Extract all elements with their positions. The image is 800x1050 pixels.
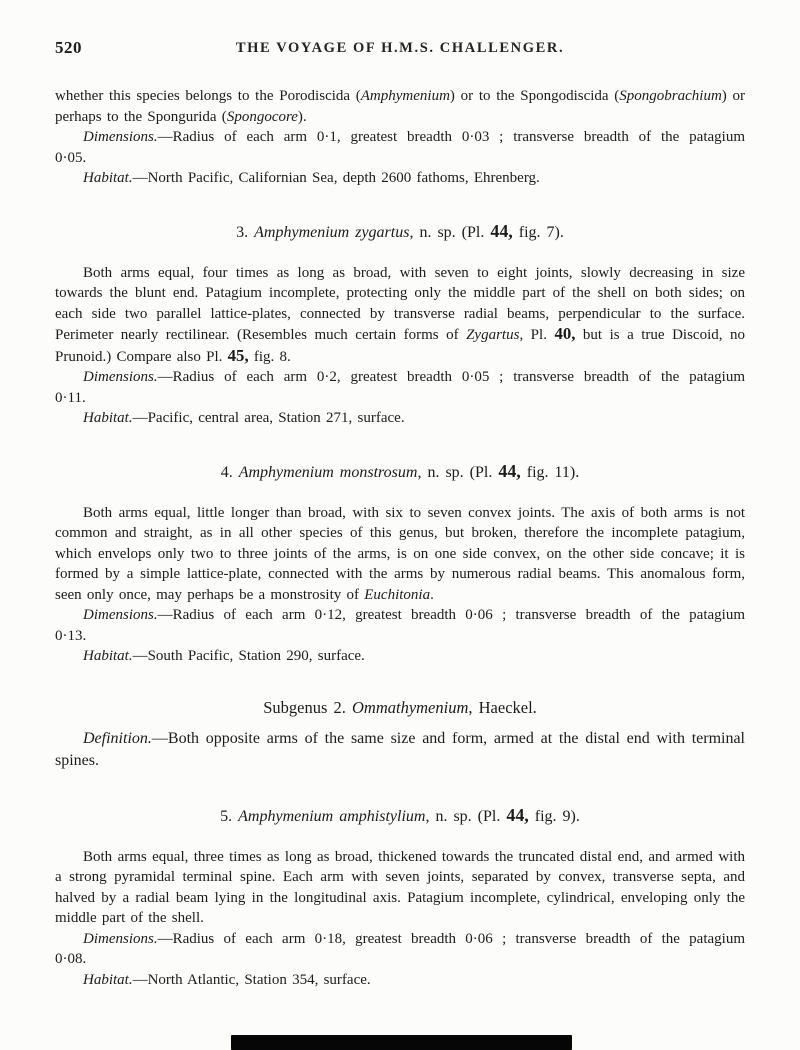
description-paragraph [55,263,745,368]
text-segment: Dimensions. [83,930,158,947]
text-segment: Amphymenium [360,88,450,104]
text-segment: but is a true Discoid, no Prunoid.) Compare also Pl. [55,327,745,365]
text-segment: Both arms equal, little longer than broad, with six to seven convex joints. The axis of both arms is not common and straight, as in all other species of this genus, but broken, therefore the incomplete patagium, which envelops only two to three joints of the arms, is on one side convex, on the other side concave; it is formed by a simple lattice-plate, connected with the arms by numerous radial beams. This anomalous form, seen only once, may perhaps be a monstrosity of [55,504,745,603]
text-segment: Spongobrachium [619,88,722,104]
text-segment: —Pacific, central area, Station 271, surface. [132,410,405,426]
text-segment: ) or to the Spongodiscida ( [449,88,620,104]
dimensions-paragraph [55,367,745,408]
text-segment: fig. 9). [528,807,580,825]
text-segment: Both arms equal, three times as long as broad, thickened towards the truncated distal end, and armed with a strong pyramidal terminal spine. Each arm with seven joints, separated by convex, transverse septa, and halved by a radial beam lying in the longitudinal axis. Patagium incomplete, cylindrical, enveloping only the middle part of the shell. [55,848,745,926]
subgenus-heading [55,697,745,718]
text-segment: —Radius of each arm 0·12, greatest breadth 0·06 ; transverse breadth of the patagium 0·13. [55,607,745,644]
text-segment: —North Pacific, Californian Sea, depth 2600 fathoms, Ehrenberg. [132,170,540,186]
text-segment: Habitat. [83,971,133,988]
description-paragraph [55,503,745,606]
text-segment: ). [297,108,307,125]
text-segment: fig. 7). [512,223,564,241]
text-segment: ) or perhaps to the Spongurida ( [55,88,745,125]
text-segment: Habitat. [83,170,133,186]
definition-paragraph [55,728,745,773]
text-segment: . [430,586,434,603]
text-segment: 4. [220,463,239,481]
text-segment: , n. sp. (Pl. [409,223,491,241]
dimensions-paragraph [55,929,745,970]
text-segment: Dimensions. [83,129,158,145]
text-segment: , n. sp. (Pl. [417,463,499,481]
text-segment: fig. 11). [520,463,580,481]
text-segment: Dimensions. [83,607,158,623]
text-segment: 5. [220,807,239,825]
text-segment: Zygartus [466,327,520,343]
page-content [0,62,800,990]
text-segment: Spongocore [226,108,298,125]
text-segment: Euchitonia [364,586,431,603]
dimensions-paragraph [55,127,745,168]
text-segment: Both arms equal, four times as long as broad, with seven to eight joints, slowly decreasing in size towards the blunt end. Patagium incomplete, protecting only the middle part of the shell on both sides; on each side two parallel lattice-plates, connected by transverse radial beams, perpendicular to the surface. Perimeter nearly rectilinear. (Resembles much certain forms of [55,264,745,343]
description-paragraph [55,847,745,929]
text-segment: —North Atlantic, Station 354, surface. [132,971,371,988]
habitat-paragraph [55,408,745,429]
habitat-paragraph [55,970,745,991]
page-number: 520 [55,38,82,57]
text-segment: fig. 8. [248,348,291,365]
text-segment: Dimensions. [83,369,158,385]
running-title: THE VOYAGE OF H.M.S. CHALLENGER. [235,40,565,56]
text-segment: 44, [498,460,521,481]
text-segment: Subgenus 2. [263,697,352,717]
text-segment: 44, [506,804,529,825]
text-segment: 45, [227,345,249,365]
text-segment: 3. [236,223,255,241]
text-segment: , Pl. [519,327,555,343]
species-heading-4 [55,461,745,483]
text-segment: —Radius of each arm 0·18, greatest breadth 0·06 ; transverse breadth of the patagium 0·08. [55,930,745,967]
text-segment: Amphymenium monstrosum [238,463,418,481]
text-segment: —South Pacific, Station 290, surface. [132,648,365,664]
dimensions-paragraph [55,605,745,646]
text-segment: —Both opposite arms of the same size and form, armed at the distal end with terminal spines. [55,729,745,769]
text-segment: Ommathymenium [351,697,469,717]
text-segment: , n. sp. (Pl. [425,807,507,825]
continuation-paragraph [55,86,745,127]
text-segment: , Haeckel. [468,697,537,717]
species-heading-3 [55,221,745,243]
text-segment: Amphymenium zygartus [254,223,410,241]
habitat-paragraph [55,168,745,189]
text-segment: 44, [490,220,513,241]
habitat-paragraph [55,646,745,667]
text-segment: —Radius of each arm 0·1, greatest breadth 0·03 ; transverse breadth of the patagium 0·05. [55,129,745,166]
text-segment: Habitat. [83,648,133,664]
species-heading-5 [55,805,745,827]
text-segment: Amphymenium amphistylium [238,807,426,825]
text-segment: Definition. [83,729,152,747]
text-segment: Habitat. [83,410,133,426]
scan-artifact-bar [231,1035,572,1050]
text-segment: whether this species belongs to the Porodiscida ( [55,88,361,104]
text-segment: —Radius of each arm 0·2, greatest breadth 0·05 ; transverse breadth of the patagium 0·11. [55,369,745,406]
text-segment: 40, [554,324,576,343]
page-header [0,0,800,62]
